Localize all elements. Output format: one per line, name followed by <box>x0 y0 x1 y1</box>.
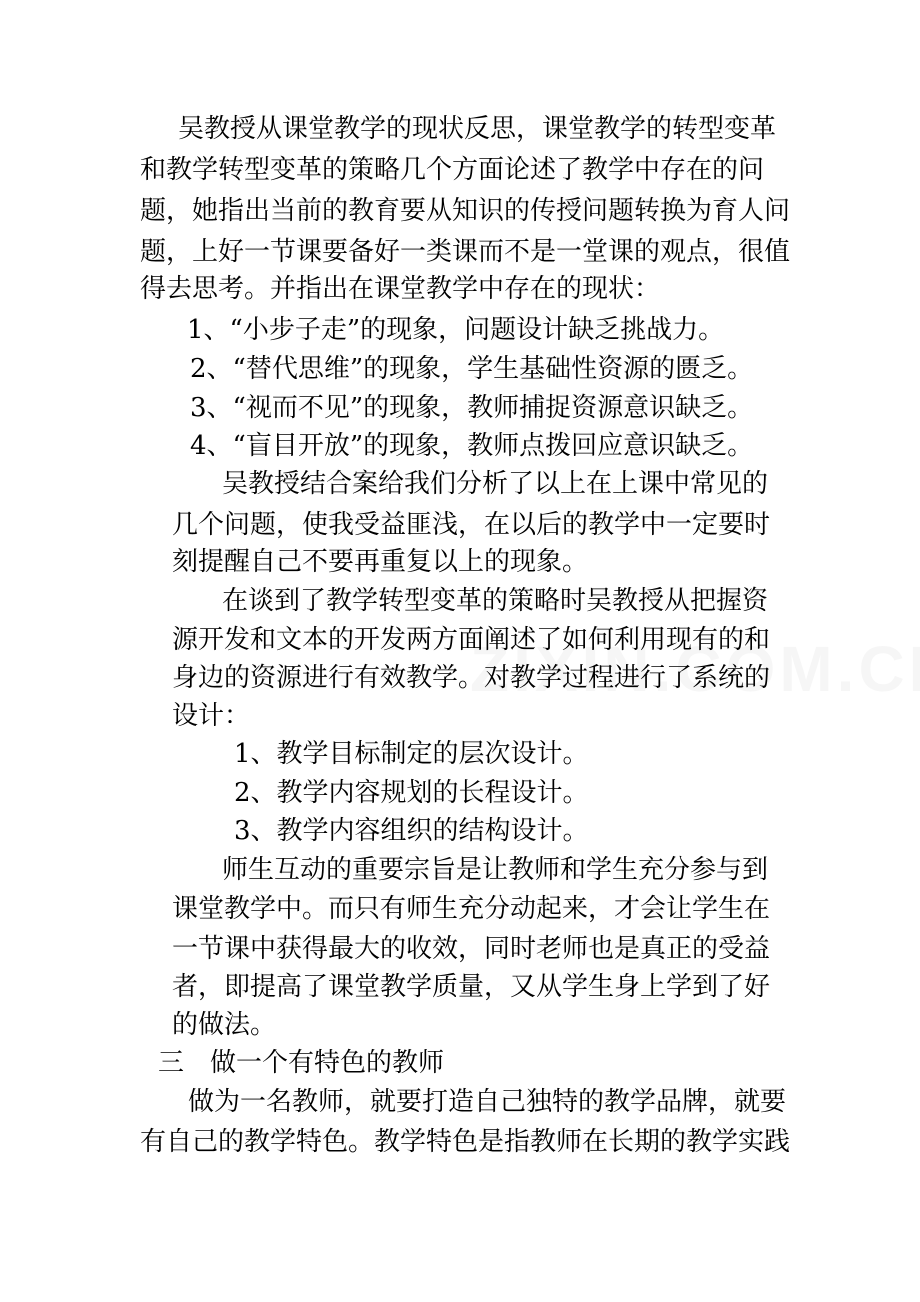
design-list-item-1: 1、教学目标制定的层次设计。 <box>234 739 589 769</box>
section-heading: 三 做一个有特色的教师 <box>158 1048 445 1078</box>
paragraph-1-line-1: 吴教授从课堂教学的现状反思，课堂教学的转型变革 <box>178 114 777 144</box>
paragraph-2-line-3: 刻提醒自己不要再重复以上的现象。 <box>172 547 589 577</box>
problem-list-item-1: 1、“小步子走”的现象，问题设计缺乏挑战力。 <box>187 315 725 345</box>
problem-list-item-4: 4、“盲目开放”的现象，教师点拨回应意识缺乏。 <box>190 431 754 461</box>
paragraph-5-line-1: 做为一名教师，就要打造自己独特的教学品牌，就要 <box>188 1087 787 1117</box>
paragraph-4-line-2: 课堂教学中。而只有师生充分动起来，才会让学生在 <box>172 894 771 924</box>
design-list-item-3: 3、教学内容组织的结构设计。 <box>234 816 589 846</box>
paragraph-3-line-4: 设计： <box>172 701 251 731</box>
paragraph-4-line-5: 的做法。 <box>172 1010 277 1040</box>
paragraph-1-line-2: 和教学转型变革的策略几个方面论述了教学中存在的问 <box>140 155 765 185</box>
paragraph-3-line-1: 在谈到了教学转型变革的策略时吴教授从把握资 <box>222 586 769 616</box>
paragraph-4-line-4: 者，即提高了课堂教学质量，又从学生身上学到了好 <box>172 972 771 1002</box>
paragraph-5-line-2: 有自己的教学特色。教学特色是指教师在长期的教学实践 <box>140 1127 791 1157</box>
problem-list-item-2: 2、“替代思维”的现象，学生基础性资源的匮乏。 <box>190 354 754 384</box>
paragraph-2-line-2: 几个问题，使我受益匪浅，在以后的教学中一定要时 <box>172 510 771 540</box>
paragraph-3-line-3: 身边的资源进行有效教学。对教学过程进行了系统的 <box>172 663 771 693</box>
paragraph-1-line-5: 得去思考。并指出在课堂教学中存在的现状： <box>140 274 661 304</box>
paragraph-1-line-4: 题，上好一节课要备好一类课而不是一堂课的观点，很值 <box>140 237 791 267</box>
design-list-item-2: 2、教学内容规划的长程设计。 <box>234 778 589 808</box>
paragraph-3-line-2: 源开发和文本的开发两方面阐述了如何利用现有的和 <box>172 625 771 655</box>
problem-list-item-3: 3、“视而不见”的现象，教师捕捉资源意识缺乏。 <box>190 393 754 423</box>
paragraph-2-line-1: 吴教授结合案给我们分析了以上在上课中常见的 <box>222 469 769 499</box>
paragraph-4-line-1: 师生互动的重要宗旨是让教师和学生充分参与到 <box>222 855 769 885</box>
paragraph-1-line-3: 题，她指出当前的教育要从知识的传授问题转换为育人问 <box>140 196 791 226</box>
paragraph-4-line-3: 一节课中获得最大的收效，同时老师也是真正的受益 <box>172 934 771 964</box>
